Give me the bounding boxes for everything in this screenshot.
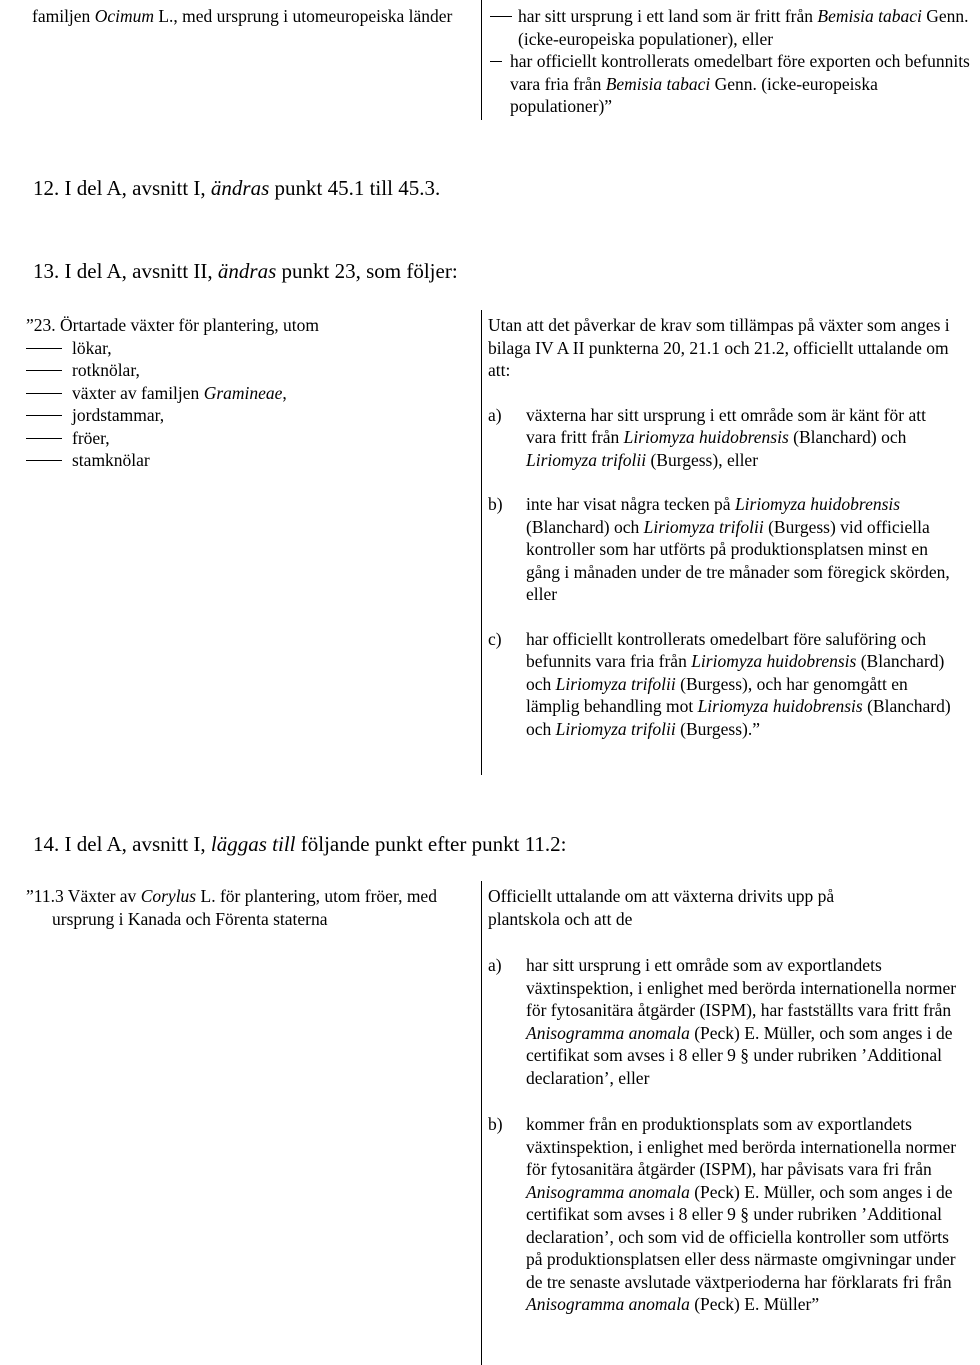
- sec23-right-intro: Utan att det påverkar de krav som tillämpas på växter som anges i bilaga IV A II punkterna 20, 21.1 och 21.2, officiellt uttalande om att:: [488, 315, 950, 380]
- heading-12: 12. I del A, avsnitt I, ändras punkt 45.1 till 45.3.: [33, 176, 441, 200]
- list-item: växter av familjen Gramineae,: [26, 382, 466, 405]
- dash-icon: [26, 393, 62, 394]
- sec23-item-c: c) har officiellt kontrollerats omedelbart före saluföring och befunnits vara fria från Liriomyza huidobrensis (Blanchard) och Liriomyza trifolii (Burgess), och har genomgått en lämplig behandling mot Liriomyza huidobrensis (Blanchard) och Liriomyza trifolii (Burgess).”: [488, 628, 951, 739]
- heading-13: 13. I del A, avsnitt II, ändras punkt 23, som följer:: [33, 259, 458, 283]
- sec23-item-b: b) inte har visat några tecken på Liriomyza huidobrensis (Blanchard) och Liriomyza trifolii (Burgess) vid officiella kontroller som har utförts på produktionsplatsen minst en gång i månaden under de tre månader som föregick skörden, eller: [488, 494, 950, 604]
- sec113-item-a: a) har sitt ursprung i ett område som av exportlandets växtinspektion, i enlighet med berörda internationella normer för fytosanitära åtgärder (ISPM), har fastställts vara fritt från Anisogramma anomala (Peck) E. Müller, och som anges i de certifikat som avses i 8 eller 9 § under rubriken ’Additional declaration’, eller: [488, 955, 957, 1088]
- dash-icon: [26, 460, 62, 461]
- sec23-divider: [481, 310, 482, 775]
- sec23-item-a: a) växterna har sitt ursprung i ett område som är känt för att vara fritt från Liriomyza huidobrensis (Blanchard) och Liriomyza trifolii (Burgess), eller: [488, 404, 926, 470]
- list-item: jordstammar,: [26, 404, 466, 427]
- dash-icon: [490, 61, 502, 62]
- sec23-left: [26, 314, 466, 472]
- dash-icon: [26, 438, 62, 439]
- list-item: fröer,: [26, 427, 466, 450]
- dash-icon: [26, 348, 62, 349]
- list-item: stamknölar: [26, 449, 466, 472]
- sec23-intro: ”23. Örtartade växter för plantering, utom: [26, 315, 320, 335]
- top-right-item-1: har sitt ursprung i ett land som är fritt från Bemisia tabaci Genn. (icke-europeiska populationer), eller: [490, 5, 980, 50]
- top-divider: [481, 0, 482, 120]
- heading-14: 14. I del A, avsnitt I, läggas till följande punkt efter punkt 11.2:: [33, 832, 567, 856]
- sec23-right: [488, 314, 954, 740]
- sec113-right: [488, 885, 958, 1316]
- list-item: lökar,: [26, 337, 466, 360]
- dash-icon: [490, 16, 512, 17]
- sec113-item-b: b) kommer från en produktionsplats som av exportlandets växtinspektion, i enlighet med berörda internationella normer för fytosanitära åtgärder (ISPM), har påvisats vara fri från Anisogramma anomala (Peck) E. Müller, och som anges i de certifikat som avses i 8 eller 9 § under rubriken ’Additional declaration’, och som vid de officiella kontroller som utförts på produktionsplatsen eller dess närmaste omgivningar under de tre senaste avslutade växtperioderna har förklarats fri från Anisogramma anomala (Peck) E. Müller”: [488, 1114, 957, 1314]
- top-right-item-2: har officiellt kontrollerats omedelbart före exporten och befunnits vara fria från Bemisia tabaci Genn. (icke-europeiska populationer)”: [490, 50, 976, 118]
- dash-icon: [26, 370, 62, 371]
- dash-icon: [26, 415, 62, 416]
- list-item: rotknölar,: [26, 359, 466, 382]
- sec113-divider: [481, 881, 482, 1365]
- sec113-left: ”11.3 Växter av Corylus L. för plantering, utom fröer, med ursprung i Kanada och Förenta staterna: [26, 886, 437, 929]
- top-left-text: familjen Ocimum L., med ursprung i utomeuropeiska länder: [32, 6, 453, 26]
- sec113-right-intro: Officiellt uttalande om att växterna drivits upp på plantskola och att de: [488, 886, 835, 929]
